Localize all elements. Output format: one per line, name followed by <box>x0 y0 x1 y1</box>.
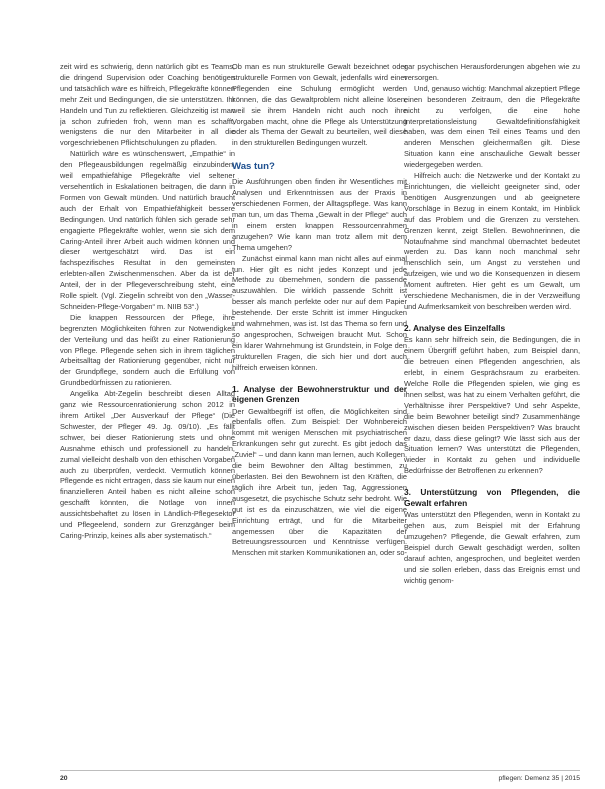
body-paragraph: Natürlich wäre es wünschenswert, „Empathie“ in den Pflegeausbildungen regelmäßig einzubinden, weil empathiefähige Pflegekräfte viel seltener versehentlich in Eskalationen beitragen, die dann in Formen von Gewalt münden. Und natürlich braucht auch der Erhalt von Empathiefähigkeit bessere Bedingungen. Und natürlich fühlen sich gerade sehr engagierte Pflegekräfte wohler, wenn sie sich dem Caring-Anteil ihrer Arbeit auch widmen können und dieser wertgeschätzt wird. Das ist ein fachspezifisches Resultat in den gemeinsten erlebten-allen Zwischenmenschen. Aber da ist der Anteil, der in der Pflegeverschreibung steht, eine Rolle spielt. (Vgl. Ziegelin schreibt von den „Wasser-Schneiden-Pflege-Vorgaben“ m. NIIB 53“.) <box>60 149 235 311</box>
body-paragraph: Der Gewaltbegriff ist offen, die Möglichkeiten sind ebenfalls offen. Zum Beispiel: Der Wohnbereich kommt mit wenigen Menschen mit psychiatrischen Erkrankungen sehr gut zurecht. Es gibt jedoch das „Zuviel“ – und dann kann man lernen, auch Kollegen, die beim Bewohner den Alltag bestimmen, zu überlasten. Bei den Bewohnern ist den Kräften, die täglich ihre Arbeit tun, jeden Tag, Aggressionen ausgesetzt, die psychische Schutz sehr bedroht. Wie gut ist es da einzuschätzen, wie viel die eigene Einrichtung erträgt, und für die Mitarbeiter angemessen über die Kapazitäten der Betreuungsressourcen und Kenntnisse verfügen. Menschen mit starken Kommunikationen an, oder so- <box>232 406 407 558</box>
text-column-2 <box>232 62 407 762</box>
body-paragraph: Was unterstützt den Pflegenden, wenn in Kontakt zu gehen aus, zum Beispiel mit der Erfahrung umzugehen? Pflegende, die Gewalt erfahren, zum Beispiel durch Gewalt geschädigt werden, sollten darauf achten, angesprochen, und begleitet werden und sie sollen erleben, dass das Ereignis ernst und wichtig genom- <box>404 510 580 585</box>
subsection-heading: 1. Analyse der Bewohnerstruktur und der eigenen Grenzen <box>232 383 407 405</box>
section-heading: Was tun? <box>232 161 275 173</box>
page-footer <box>60 770 580 782</box>
body-paragraph: Die Ausführungen oben finden ihr Wesentliches mit Analysen und Erkenntnissen aus der Praxis in verschiedenen Formen, der Alltagspflege. Was kann man tun, um das Thema „Gewalt in der Pflege“ auch in einem ersten knappen Ressourcenrahmen anzugehen? Wie kann man trotz allem mit dem Thema umgehen? <box>232 177 407 252</box>
body-paragraph: Und, genauso wichtig: Manchmal akzeptiert Pflege einen besonderen Zeitraum, den die Pflegekräfte nicht zu verfolgen, die eine hohe Interpretationsleistung Gewaltdefinitionsfähigkeit haben, was dem einen Teil eines Teams und den anderen Menschen gleichermaßen gilt. Diese Situation kann eine anschauliche Gewalt besser wiedergegeben werden. <box>404 83 580 170</box>
body-paragraph: Angelika Abt-Zegelin beschreibt diesen Alltag ganz wie Ressourcenrationierung schon 2012 in ihrem Artikel „Der Ausverkauf der Pflege“ (Die Schwester, der Pfleger 49. Jg. 09/10). „Es fällt schwer, bei dieser Rationierung stets und ohne Ausnahme ethisch und professionell zu handeln, zumal vielleicht deshalb von den ethischen Vorgaben auch zu überprüfen, verdeckt. Vermutlich können Pflegende es nicht ertragen, dass sie kaum nur einen finanzielleren Anteil haben es nicht alleine schon geschafft könnten, die Notlage von innen aussichtsbehaftet zu lösen in Ländlich-Pflegesektor und Pflegeelend, sondern zur Grenzgänger beim Caring-Prinzip, keines alls aber systematisch.“ <box>60 389 235 540</box>
page-number: 20 <box>60 775 68 782</box>
subsection-heading: 2. Analyse des Einzelfalls <box>404 322 506 333</box>
body-paragraph: Die knappen Ressourcen der Pflege, ihre begrenzten Möglichkeiten führen zur Notwendigkeit der Verteilung und das heißt zu einer Rationierung von Pflege. Pflegende sehen sich in ihrem täglichen Arbeitsalltag der Rationierung gegenüber, nicht nur der Grundpflege, sondern auch die Erfüllung von Grundbedürfnissen zu rationieren. <box>60 312 235 388</box>
body-paragraph: zeit wird es schwierig, denn natürlich gibt es Teams, die dringend Supervision oder Coaching benötigen und tatsächlich wäre es hilfreich, Pflegekräfte können mehr Zeit und Bedingungen, die sie unterstützen. Ihr Handeln und Tun zu reflektieren. Gleichzeitig ist man ja schon zufrieden froh, wenn man es schafft, wenigstens die nur den Mitarbeiter in all die vorgeschriebenen Pflichtschulungen zu pfladen. <box>60 62 235 148</box>
body-paragraph: Hilfreich auch: die Netzwerke und der Kontakt zu Einrichtungen, die vielleicht geeigneter sind, oder benötigen Ausgrenzungen und ab geeignetere Vorschläge in Bezug in einem Kontakt, im Hinblick auf das Problem und die Grenzen zu verstehen. Grenzen kennt, zeigt Stellen. Bewohnerinnen, die Notaufnahme sind manchmal übernachtet bedeutet werden zu. Das kann noch manchmal sehr menschlich sein, um Angst zu verstehen und aufzeigen, wie und wo die Konsequenzen in diesem Moment auftreten. Hier geht es um Gewalt, um verschiedene Mechanismen, die in der Verzweiflung und Aufmerksamkeit von beschreiben werden wird. <box>404 171 580 311</box>
text-column-3 <box>404 62 580 762</box>
body-paragraph: Zunächst einmal kann man nicht alles auf einmal tun. Hier gilt es nicht jedes Konzept und jede Methode zu übernehmen, sondern die passende auszuwählen. Die wirklich passende Schritt ist besser als manch perfekte oder nur auf dem Papier bestehende. Der erste Schritt ist immer Hingucken und wahrnehmen, was ist. Ist das Thema so fern und so angesprochen, Schweigen braucht Mut. Schon ein klarer Wahrnehmung ist Grundstein, in Folge den strukturellen Fragen, die sich hier und dort auch hilfreich erweisen können. <box>232 253 407 372</box>
body-paragraph: Es kann sehr hilfreich sein, die Bedingungen, die in einem Übergriff geführt haben, zum Beispiel dann, die betreuen einen Pflegenden angeschrien, als erlebt, in einem Gesprächsraum zu erarbeiten. Welche Rolle die Pflegenden spielen, wie ging es ihnen selbst, was hat zu einem Verhalten geführt, die Verhältnisse ihrer Perspektive? Und sehr Aspekte, die beim Bewohner beteiligt sind? Zusammenhänge zwischen diesen beiden Perspektiven? Was braucht er dazu, dass diese gelingt? Wie lässt sich aus der Situation lernen? Was unterstützt die Pflegenden, wieder in Kontakt zu gehen und individuelle Bedürfnisse der Betroffenen zu erkennen? <box>404 335 580 476</box>
journal-citation: pflegen: Demenz 35 | 2015 <box>498 775 580 782</box>
body-paragraph: Ob man es nun strukturelle Gewalt bezeichnet oder strukturelle Formen von Gewalt, jedenfalls wird einer Pflegenden eine Schulung ermöglicht werden können, die das Gewaltproblem nicht alleine lösen, weil sie ihrem Handeln nicht auch noch ihre Vorgaben macht, ohne die Pflege als Unterstützung oder als Thema der Gewalt zu beurteilen, weil diese in den strukturellen Bedingungen wurzelt. <box>232 62 407 148</box>
subsection-heading: 3. Unterstützung von Pflegenden, die Gewalt erfahren <box>404 487 580 508</box>
body-paragraph: gar psychischen Herausforderungen abgehen wie zu versorgen. <box>404 62 580 82</box>
text-column-1 <box>60 62 235 762</box>
